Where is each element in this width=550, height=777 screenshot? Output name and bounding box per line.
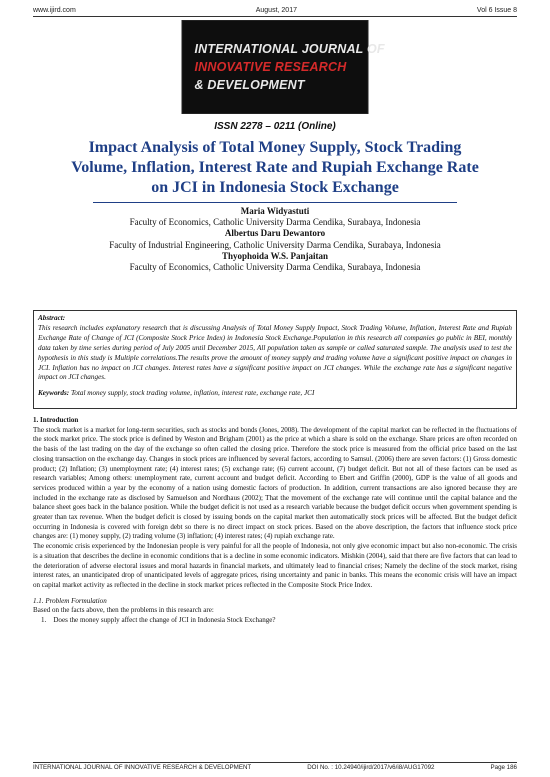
running-footer [33, 764, 517, 771]
keywords-label: Keywords: [38, 389, 70, 398]
list-item: 1. Does the money supply affect the change of JCI in Indonesia Stock Exchange? [41, 616, 276, 625]
paragraph: The economic crisis experienced by the Indonesian people is very painful for all the people of Indonesia, not only give economic impact but also non-economic. The crisis is a situation that describes the decline in economic conditions that is a decline in some economic indicators. Mishkin (2004), said that there are five factors that can lead to the deterioration of adverse electoral issues and moral hazards in financial markets, and ultimately lead to financial crises; Namely the decline of the stock market, rising interest rates, an unanticipated drop of unanticipated levels of aggregate prices, rising uncertainty and panic in banks. This means the economic crisis will have an impact on capital market activity as reflected in the decline in stock market prices reflected in the Composite Stock Price Index. [33, 542, 517, 589]
author-block [20, 206, 530, 273]
footer-page: Page 186 [490, 764, 517, 771]
abstract-label: Abstract: [38, 314, 66, 322]
abstract-text: This research includes explanatory research that is discussing Analysis of Total Money Supply Impact, Stock Trading Volume, Inflation, Interest Rate and Rupiah Exchange Rate of Change of JCI (Composite Stock Price Index) in Indonesia Stock Exchange.Population in this research all companies go public in BEI, monthly data taken by time series during period of July 2005 until December 2015, All population taken as sample or called saturated sample. The analysis used to test the hypothesis in this study is Multiple correlations.The results prove the amount of money supply and trading volume have a significant positive impact on changes in JCI. Inflation has no impact on JCI changes. Interest rates have a significant positive impact on JCI changes. While the exchange rate has a significant negative impact on JCI changes. [38, 323, 512, 382]
author-affiliation: Faculty of Industrial Engineering, Catholic University Darma Cendika, Surabaya, Indonesia [109, 239, 441, 250]
keywords [38, 389, 512, 399]
author-affiliation: Faculty of Economics, Catholic University Darma Cendika, Surabaya, Indonesia [129, 217, 421, 228]
title-underline [93, 202, 457, 203]
paper-body [33, 416, 517, 626]
journal-logo [182, 20, 385, 114]
author-name: Albertus Daru Dewantoro [224, 228, 326, 239]
author-name: Thyophoida W.S. Panjaitan [221, 250, 329, 261]
footer-rule [33, 762, 517, 763]
logo-line-1: INTERNATIONAL JOURNAL OF [194, 42, 385, 56]
abstract-box [33, 310, 517, 409]
author-name: Maria Widyastuti [240, 206, 310, 216]
paragraph: The stock market is a market for long-term securities, such as stocks and bonds (Jones, 2008). The development of the capital market can be reflected in the fluctuations of the stock market price. The stock price is defined by Weston and Brigham (2001) as the price at which a share is sold on the exchange. Share prices are often recorded on the basis of the last trading on the day of the exchange so often called the closing price. Therefore the stock price is measured from the official price based on the last closing transaction on the exchange day. Changes in stock prices are influenced by several factors, according to Samsul. (2006) there are seven factors: (1) Gross domestic product; (2) Inflation; (3) unemployment rate; (4) interest rates; (5) exchange rate; (6) current account, (7) budget deficit. But not all of these factors can be used as research variables; Among others: unemployment rate, current account and budget deficit. According to Ebert and Griffin (2000), GDP is the value of all goods and services produced within a year by the economy of a nation using domestic factors of production. In addition, current transactions are also ignored because they are included in the exchange rate as disclosed by Samuelson and Nordhaus (2002); That the movement of the exchange rate will continue until the capital balance and the balance sheet goes back in the balance position. While the budget deficit is not used as a research variable because the budget deficit occurs when government spending is greater than tax revenue. When the budget deficit is closed by issuing bonds on the capital market then automatically stock prices will be affected. But the budget deficit occurring in Indonesia is covered with foreign debt so there is no direct impact on stock prices. Based on the above description, the factors that influence stock price changes are: (1) money supply, (2) trading volume (3) inflation; (4) interest rates; (4) rupiah exchange rate. [33, 425, 517, 541]
paper-title: Impact Analysis of Total Money Supply, Stock Trading Volume, Inflation, Interest Rate and Rupiah Exchange Rate on JCI in Indonesia Stock Exchange [71, 139, 479, 196]
subsection-heading-problem-formulation: 1.1. Problem Formulation [33, 596, 107, 605]
logo-line-2a: INNOVATIVE RESEARCH [194, 60, 347, 74]
author-affiliation: Faculty of Economics, Catholic University Darma Cendika, Surabaya, Indonesia [129, 262, 421, 273]
keywords-text: Total money supply, stock trading volume, inflation, interest rate, exchange rate, JCI [70, 389, 315, 398]
issn: ISSN 2278 – 0211 (Online) [214, 121, 336, 132]
footer-journal: INTERNATIONAL JOURNAL OF INNOVATIVE RESEARCH & DEVELOPMENT [33, 764, 252, 771]
header-volume: Vol 6 Issue 8 [476, 6, 517, 14]
section-heading-introduction: 1. Introduction [33, 416, 79, 424]
paragraph: Based on the facts above, then the problems in this research are: [33, 606, 214, 615]
footer-doi[interactable]: DOI No. : 10.24940/ijird/2017/v6/i8/AUG17092 [307, 764, 435, 771]
header-website[interactable]: www.ijird.com [33, 6, 76, 14]
running-header [33, 4, 517, 16]
logo-line-2b: & DEVELOPMENT [194, 78, 305, 92]
header-rule [33, 16, 517, 17]
header-date: August, 2017 [255, 6, 297, 14]
